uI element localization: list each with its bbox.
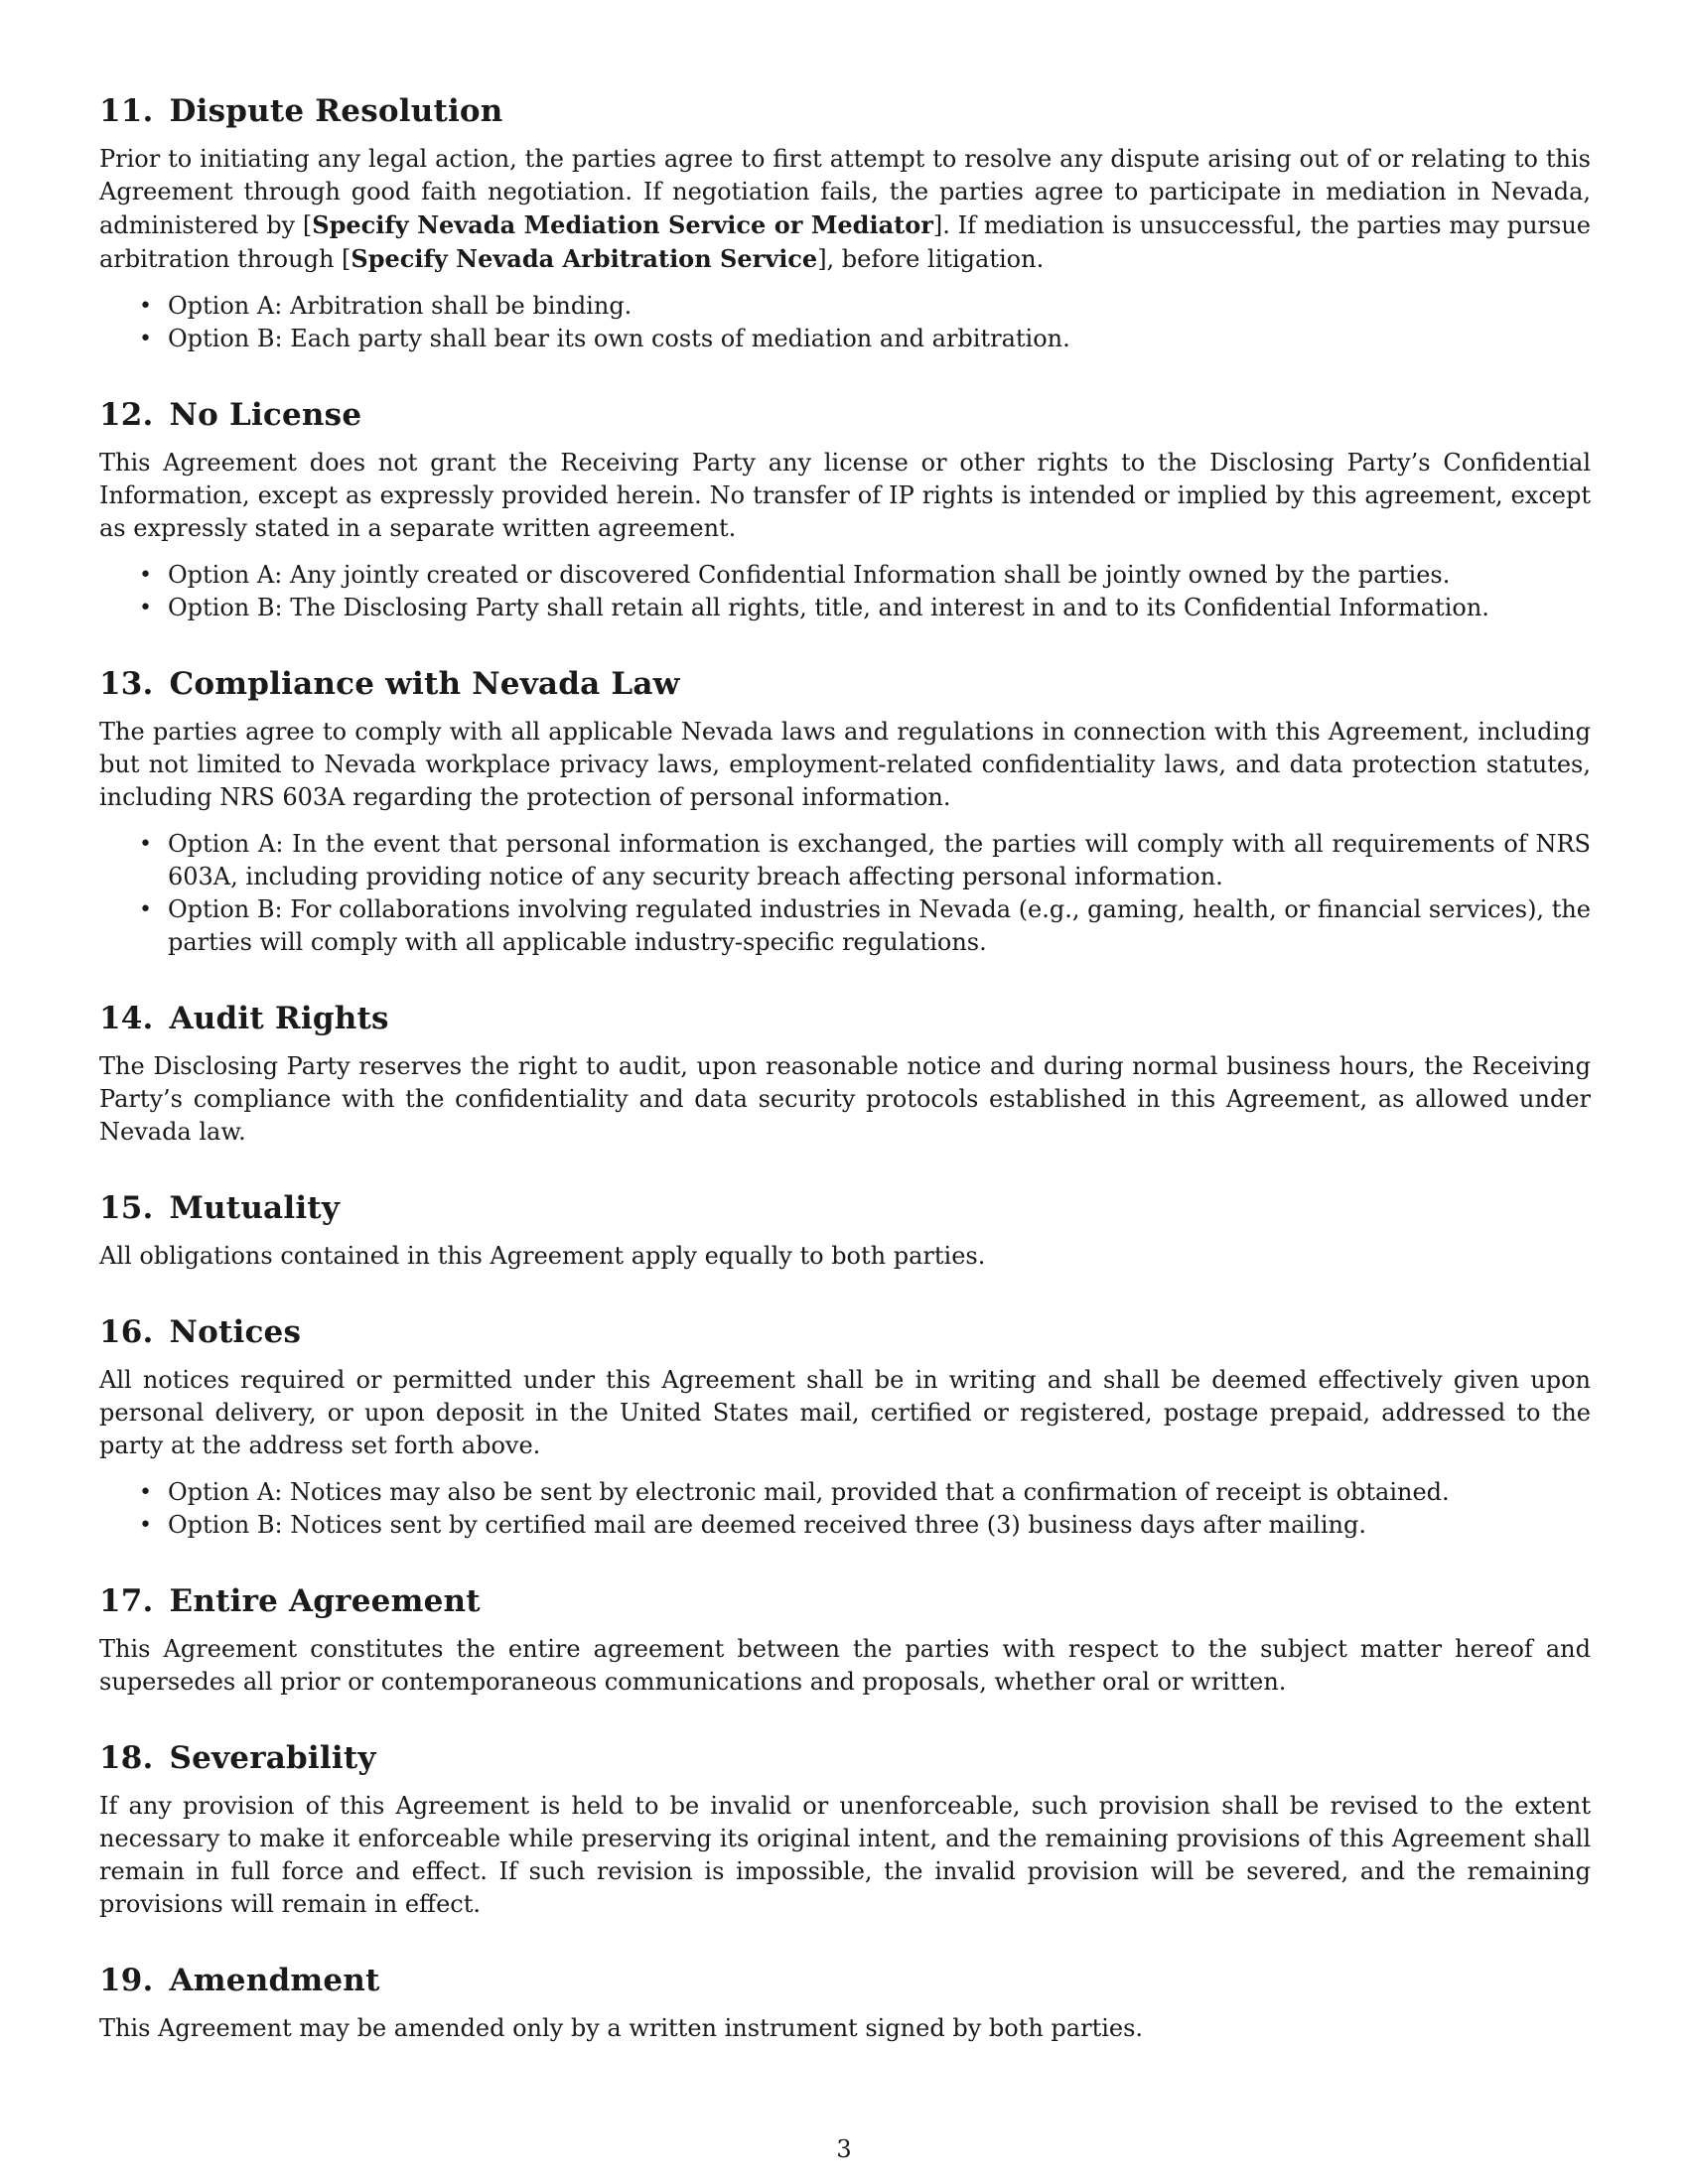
section-paragraph: This Agreement constitutes the entire agreement between the parties with respect to the subject matter hereof and supersedes all prior or contemporaneous communications and proposals, whether oral or written. (99, 1635, 1591, 1696)
section-number: 14. (99, 1001, 154, 1036)
option-item: • Option A: Notices may also be sent by electronic mail, provided that a confirmation of receipt is obtained. (99, 1476, 1591, 1509)
section-number: 19. (99, 1963, 154, 1998)
section-number: 18. (99, 1740, 154, 1776)
section-heading (99, 664, 1591, 704)
section-severability (99, 1738, 1591, 1921)
option-item: • Option B: Each party shall bear its own costs of mediation and arbitration. (99, 323, 1591, 355)
options-list (99, 559, 1591, 624)
section-no-license (99, 395, 1591, 624)
section-heading (99, 395, 1591, 435)
section-entire-agreement (99, 1581, 1591, 1699)
options-list (99, 290, 1591, 355)
options-list (99, 828, 1591, 959)
section-paragraph: The Disclosing Party reserves the right to audit, upon reasonable notice and during normal business hours, the Receiving Party’s compliance with the confidentiality and data security protocols established in this Agreement, as allowed under Nevada law. (99, 1052, 1591, 1146)
option-item: • Option A: In the event that personal information is exchanged, the parties will comply with all requirements of NRS 603A, including providing notice of any security breach affecting personal information. (99, 828, 1591, 893)
paragraph-text: Prior to initiating any legal action, the parties agree to first attempt to resolve any dispute arising out of or relating to this Agreement through good faith negotiation. If negotiation fails, the parties agree to participate in mediation in Nevada, administered by [ (99, 145, 1591, 239)
section-title: Audit Rights (169, 1001, 389, 1036)
section-audit-rights (99, 999, 1591, 1149)
section-amendment (99, 1961, 1591, 2045)
section-title: Compliance with Nevada Law (169, 666, 680, 702)
section-notices (99, 1312, 1591, 1542)
options-list (99, 1476, 1591, 1542)
section-paragraph: This Agreement does not grant the Receiving Party any license or other rights to the Disclosing Party’s Confidential Information, except as expressly provided herein. No transfer of IP rights is intended or implied by this agreement, except as expressly stated in a separate written agreement. (99, 449, 1591, 542)
section-mutuality (99, 1188, 1591, 1273)
section-number: 11. (99, 93, 154, 129)
section-paragraph: All obligations contained in this Agreement apply equally to both parties. (99, 1242, 986, 1270)
section-number: 17. (99, 1583, 154, 1619)
section-number: 15. (99, 1190, 154, 1226)
section-heading (99, 1312, 1591, 1352)
section-paragraph: If any provision of this Agreement is held to be invalid or unenforceable, such provision shall be revised to the extent necessary to make it enforceable while preserving its original intent, and the remaining provisions of this Agreement shall remain in full force and effect. If such revision is impossible, the invalid provision will be severed, and the remaining provisions will remain in effect. (99, 1792, 1591, 1918)
option-item: • Option B: Notices sent by certified mail are deemed received three (3) business days after mailing. (99, 1509, 1591, 1542)
section-paragraph: All notices required or permitted under this Agreement shall be in writing and shall be deemed effectively given upon personal delivery, or upon deposit in the United States mail, certified or registered, postage prepaid, addressed to the party at the address set forth above. (99, 1366, 1591, 1459)
document-page (99, 91, 1591, 2085)
section-heading (99, 999, 1591, 1038)
arbitration-service-placeholder: Specify Nevada Arbitration Service (351, 244, 818, 273)
section-title: No License (169, 397, 362, 433)
section-title: Notices (169, 1314, 302, 1350)
section-number: 16. (99, 1314, 154, 1350)
section-heading (99, 1581, 1591, 1621)
section-title: Amendment (169, 1963, 380, 1998)
paragraph-text: ], before litigation. (817, 245, 1045, 273)
section-heading (99, 91, 1591, 131)
section-paragraph: The parties agree to comply with all applicable Nevada laws and regulations in connection with this Agreement, including but not limited to Nevada workplace privacy laws, employment-related confidentiality laws, and data protection statutes, including NRS 603A regarding the protection of personal information. (99, 718, 1591, 811)
section-title: Entire Agreement (169, 1583, 481, 1619)
option-item: • Option A: Arbitration shall be binding. (99, 290, 1591, 323)
section-number: 12. (99, 397, 154, 433)
section-title: Mutuality (169, 1190, 341, 1226)
section-heading (99, 1188, 1591, 1228)
mediation-service-placeholder: Specify Nevada Mediation Service or Mediator (312, 210, 933, 239)
option-item: • Option A: Any jointly created or discovered Confidential Information shall be jointly owned by the parties. (99, 559, 1591, 592)
section-paragraph: This Agreement may be amended only by a written instrument signed by both parties. (99, 2014, 1144, 2042)
section-heading (99, 1961, 1591, 2000)
section-dispute-resolution (99, 91, 1591, 355)
option-item: • Option B: For collaborations involving regulated industries in Nevada (e.g., gaming, health, or financial services), the parties will comply with all applicable industry-specific regulations. (99, 893, 1591, 959)
page-number: 3 (836, 2135, 852, 2163)
section-compliance-nevada-law (99, 664, 1591, 959)
section-number: 13. (99, 666, 154, 702)
section-title: Dispute Resolution (169, 93, 503, 129)
section-title: Severability (169, 1740, 376, 1776)
section-paragraph (99, 143, 1591, 276)
section-heading (99, 1738, 1591, 1778)
option-item: • Option B: The Disclosing Party shall retain all rights, title, and interest in and to its Confidential Information. (99, 592, 1591, 624)
paragraph-text: ]. If mediation is unsuccessful, the parties may pursue arbitration through [ (99, 211, 1591, 273)
